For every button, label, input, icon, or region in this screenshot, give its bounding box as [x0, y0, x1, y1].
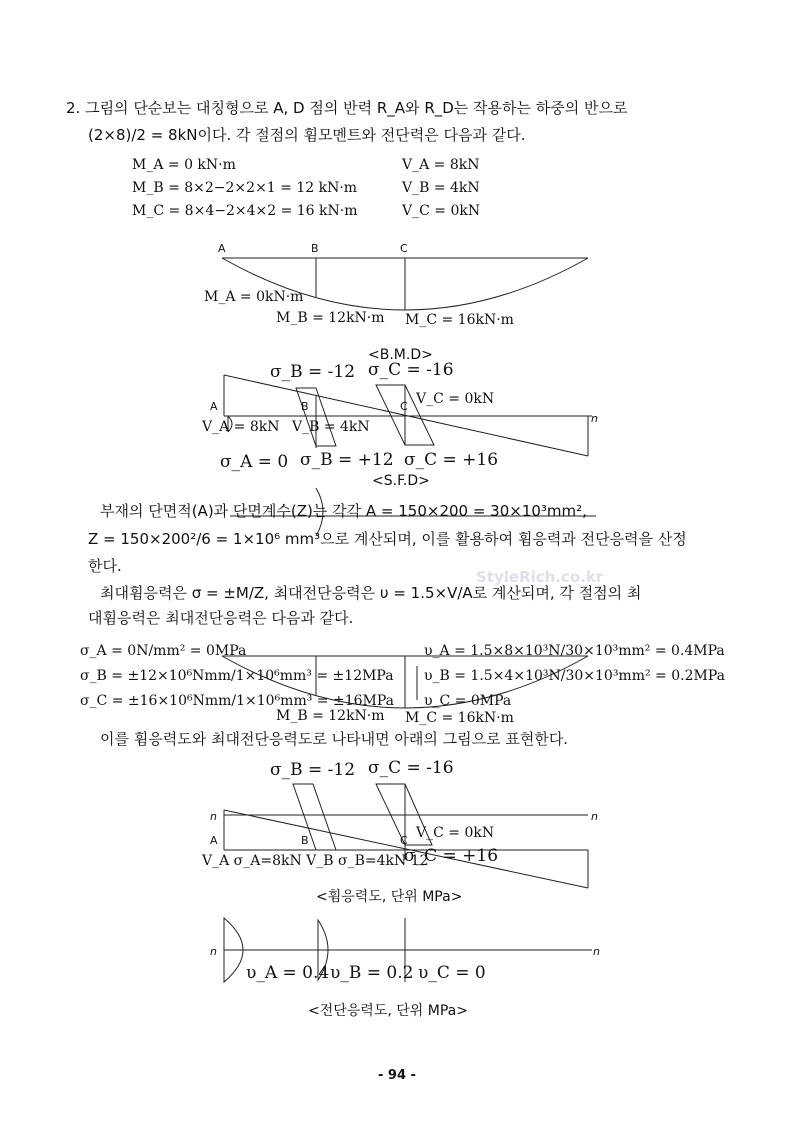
bmd-mc: M_C = 16kN·m — [405, 312, 514, 328]
overlay-sigma-b-top: σ_B = -12 — [270, 362, 356, 382]
bmd2-mb: M_B = 12kN·m — [276, 708, 385, 724]
moment-c: M_C = 8×4−2×4×2 = 16 kN·m — [132, 203, 358, 219]
page-number: - 94 - — [378, 1068, 416, 1083]
problem-line-2: (2×8)/2 = 8kN이다. 각 절점의 휨모멘트와 전단력은 다음과 같다. — [88, 126, 526, 144]
bend-sigma-c: σ_C = -16 — [368, 758, 454, 778]
overlay-sigma-c-top: σ_C = -16 — [368, 360, 454, 380]
sfd-label-a: A — [210, 400, 218, 413]
bend-caption: <휨응력도, 단위 MPa> — [316, 889, 463, 905]
bend-vc: V_C = 0kN — [416, 825, 495, 841]
para1-line-1: 부재의 단면적(A)과 단면계수(Z)는 각각 A = 150×200 = 30×10³mm², — [100, 502, 587, 520]
para3: 이를 휨응력도와 최대전단응력도로 나타내면 아래의 그림으로 표현한다. — [100, 730, 569, 748]
sigma-c: σ_C = ±16×10⁶Nmm/1×10⁶mm³ = ±16MPa — [80, 693, 394, 709]
bend-label-b: B — [301, 834, 309, 847]
bend-label-c: C — [400, 834, 408, 847]
sfd-n-label: n — [591, 412, 598, 425]
shear-c: V_C = 0kN — [402, 203, 481, 219]
moment-b: M_B = 8×2−2×2×1 = 12 kN·m — [132, 180, 358, 196]
problem-line-1: 2. 그림의 단순보는 대칭형으로 A, D 점의 반력 R_A와 R_D는 작용하는 하중의 반으로 — [66, 99, 628, 117]
bmd-label-a: A — [218, 242, 226, 255]
bmd-label-c: C — [400, 242, 408, 255]
upsilon-c: υ_C = 0MPa — [424, 693, 512, 709]
bmd-ma: M_A = 0kN·m — [204, 289, 304, 305]
bend-sigma-b: σ_B = -12 — [270, 760, 356, 780]
sigma-a: σ_A = 0N/mm² = 0MPa — [80, 643, 247, 659]
sfd-label-c: C — [400, 400, 408, 413]
bmd-label-b: B — [311, 242, 319, 255]
para1-line-2: Z = 150×200²/6 = 1×10⁶ mm³으로 계산되며, 이를 활용하여 휨응력과 전단응력을 산정 — [88, 530, 687, 548]
upsilon-a: υ_A = 1.5×8×10³N/30×10³mm² = 0.4MPa — [424, 643, 725, 659]
overlay-sigma-c-bot: σ_C = +16 — [404, 450, 499, 470]
shear-b: V_B = 4kN — [402, 180, 480, 196]
overlay-sigma-b-bot: σ_B = +12 — [300, 450, 394, 470]
sfd-va: V_A = 8kN — [202, 419, 280, 435]
shear-a: V_A = 8kN — [402, 157, 480, 173]
sigma-b: σ_B = ±12×10⁶Nmm/1×10⁶mm³ = ±12MPa — [80, 668, 394, 684]
shear-upsilon-b: υ_B = 0.2 — [330, 963, 414, 983]
bend-n-right: n — [591, 810, 598, 823]
bend-bottom-text: V_A σ_A=8kN V_B σ_B=4kN 12 — [202, 853, 429, 869]
sfd-vb: V_B = 4kN — [292, 419, 370, 435]
para2-line-1: 최대휨응력은 σ = ±M/Z, 최대전단응력은 υ = 1.5×V/A로 계산되며, 각 절점의 최 — [100, 584, 642, 602]
bend-sigma-c2: σ_C = +16 — [404, 846, 499, 866]
bmd2-mc: M_C = 16kN·m — [405, 710, 514, 726]
bend-n-left: n — [210, 810, 217, 823]
bmd-mb: M_B = 12kN·m — [276, 310, 385, 326]
shear-upsilon-c: υ_C = 0 — [418, 963, 486, 983]
bend-label-a: A — [210, 834, 218, 847]
upsilon-b: υ_B = 1.5×4×10³N/30×10³mm² = 0.2MPa — [424, 668, 725, 684]
bmd-caption: <B.M.D> — [368, 347, 433, 363]
shear-caption: <전단응력도, 단위 MPa> — [308, 1003, 468, 1019]
para2-line-2: 대휨응력은 최대전단응력은 다음과 같다. — [88, 609, 354, 627]
overlay-sigma-a-bot: σ_A = 0 — [220, 452, 289, 472]
para1-line-3: 한다. — [88, 557, 122, 575]
shear-n-right: n — [593, 945, 600, 958]
shear-n-left: n — [210, 945, 217, 958]
sfd-caption: <S.F.D> — [372, 473, 430, 489]
sfd-label-b: B — [301, 400, 309, 413]
watermark: StyleRich.co.kr — [476, 568, 604, 586]
bend-stress-b — [293, 784, 336, 850]
moment-a: M_A = 0 kN·m — [132, 157, 236, 173]
shear-upsilon-a: υ_A = 0.4 — [246, 963, 330, 983]
sfd-vc: V_C = 0kN — [416, 391, 495, 407]
